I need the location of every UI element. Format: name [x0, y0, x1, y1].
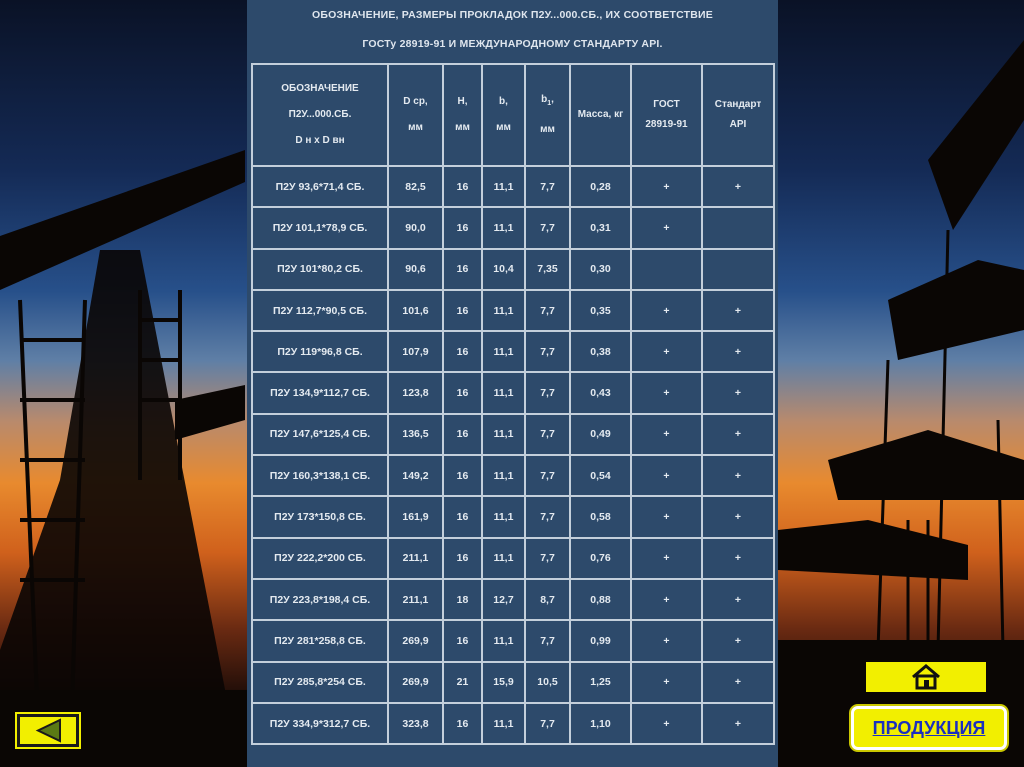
cell-api: +: [702, 290, 774, 331]
cell-b1: 7,35: [525, 249, 570, 290]
cell-h: 16: [443, 372, 482, 413]
pumpjack-silhouette-left: [0, 0, 250, 767]
cell-b1: 7,7: [525, 331, 570, 372]
header-gost: ГОСТ 28919-91: [631, 64, 702, 166]
home-button[interactable]: [866, 662, 986, 692]
table-row: [252, 579, 774, 620]
cell-h: 16: [443, 290, 482, 331]
header-api: Стандарт API: [702, 64, 774, 166]
cell-mass: 0,99: [570, 620, 631, 661]
cell-mass: 1,25: [570, 662, 631, 703]
cell-mass: 0,35: [570, 290, 631, 331]
cell-gost: +: [631, 538, 702, 579]
cell-d-avg: 123,8: [388, 372, 443, 413]
cell-api: +: [702, 620, 774, 661]
pumpjack-silhouette-right: [778, 0, 1024, 767]
cell-api: [702, 249, 774, 290]
cell-h: 21: [443, 662, 482, 703]
cell-h: 16: [443, 166, 482, 207]
header-b: b, мм: [482, 64, 525, 166]
cell-d-avg: 149,2: [388, 455, 443, 496]
cell-api: +: [702, 538, 774, 579]
house-icon: [866, 662, 986, 692]
cell-gost: +: [631, 703, 702, 744]
cell-b: 11,1: [482, 207, 525, 248]
table-row: [252, 331, 774, 372]
cell-designation: П2У 147,6*125,4 СБ.: [252, 414, 388, 455]
table-row: [252, 372, 774, 413]
cell-gost: +: [631, 579, 702, 620]
cell-gost: +: [631, 372, 702, 413]
cell-b1: 7,7: [525, 620, 570, 661]
cell-api: +: [702, 331, 774, 372]
table-row: [252, 166, 774, 207]
cell-b: 10,4: [482, 249, 525, 290]
table-row: [252, 662, 774, 703]
cell-mass: 0,54: [570, 455, 631, 496]
cell-b1: 7,7: [525, 455, 570, 496]
cell-api: +: [702, 579, 774, 620]
cell-b1: 7,7: [525, 166, 570, 207]
cell-b1: 7,7: [525, 538, 570, 579]
cell-b1: 7,7: [525, 703, 570, 744]
table-row: [252, 703, 774, 744]
cell-mass: 0,31: [570, 207, 631, 248]
cell-b: 11,1: [482, 414, 525, 455]
table-header-row: [252, 64, 774, 166]
cell-api: +: [702, 166, 774, 207]
cell-b: 11,1: [482, 290, 525, 331]
cell-b1: 7,7: [525, 414, 570, 455]
cell-api: +: [702, 414, 774, 455]
cell-d-avg: 211,1: [388, 579, 443, 620]
table-row: [252, 496, 774, 537]
cell-d-avg: 90,6: [388, 249, 443, 290]
cell-api: +: [702, 372, 774, 413]
cell-b1: 7,7: [525, 207, 570, 248]
cell-gost: +: [631, 662, 702, 703]
cell-h: 16: [443, 703, 482, 744]
cell-d-avg: 136,5: [388, 414, 443, 455]
cell-gost: +: [631, 414, 702, 455]
table-row: [252, 538, 774, 579]
cell-designation: П2У 334,9*312,7 СБ.: [252, 703, 388, 744]
cell-d-avg: 211,1: [388, 538, 443, 579]
cell-designation: П2У 285,8*254 СБ.: [252, 662, 388, 703]
cell-d-avg: 101,6: [388, 290, 443, 331]
cell-designation: П2У 101*80,2 СБ.: [252, 249, 388, 290]
cell-h: 16: [443, 414, 482, 455]
cell-designation: П2У 134,9*112,7 СБ.: [252, 372, 388, 413]
header-d-avg: D ср, мм: [388, 64, 443, 166]
cell-b1: 7,7: [525, 496, 570, 537]
cell-designation: П2У 101,1*78,9 СБ.: [252, 207, 388, 248]
cell-h: 16: [443, 620, 482, 661]
cell-b1: 10,5: [525, 662, 570, 703]
cell-b: 11,1: [482, 455, 525, 496]
cell-mass: 0,58: [570, 496, 631, 537]
cell-api: +: [702, 662, 774, 703]
cell-b: 15,9: [482, 662, 525, 703]
cell-mass: 0,28: [570, 166, 631, 207]
cell-designation: П2У 281*258,8 СБ.: [252, 620, 388, 661]
back-button[interactable]: [17, 714, 79, 747]
cell-gost: +: [631, 620, 702, 661]
header-h: H, мм: [443, 64, 482, 166]
cell-api: +: [702, 496, 774, 537]
cell-b: 11,1: [482, 372, 525, 413]
cell-h: 16: [443, 207, 482, 248]
cell-mass: 0,38: [570, 331, 631, 372]
specs-panel: [247, 0, 778, 767]
cell-api: +: [702, 455, 774, 496]
cell-b: 12,7: [482, 579, 525, 620]
cell-gost: +: [631, 455, 702, 496]
cell-api: [702, 207, 774, 248]
cell-d-avg: 323,8: [388, 703, 443, 744]
products-button[interactable]: ПРОДУКЦИЯ: [851, 706, 1007, 750]
cell-b: 11,1: [482, 496, 525, 537]
cell-mass: 0,49: [570, 414, 631, 455]
cell-d-avg: 107,9: [388, 331, 443, 372]
cell-h: 16: [443, 331, 482, 372]
cell-mass: 0,43: [570, 372, 631, 413]
cell-designation: П2У 223,8*198,4 СБ.: [252, 579, 388, 620]
cell-h: 16: [443, 496, 482, 537]
table-row: [252, 249, 774, 290]
cell-d-avg: 269,9: [388, 620, 443, 661]
cell-mass: 0,88: [570, 579, 631, 620]
cell-gost: +: [631, 166, 702, 207]
page-title: ОБОЗНАЧЕНИЕ, РАЗМЕРЫ ПРОКЛАДОК П2У...000.СБ., ИХ СООТВЕТСТВИЕ: [312, 9, 713, 21]
cell-api: +: [702, 703, 774, 744]
cell-mass: 1,10: [570, 703, 631, 744]
table-row: [252, 290, 774, 331]
cell-designation: П2У 93,6*71,4 СБ.: [252, 166, 388, 207]
cell-designation: П2У 222,2*200 СБ.: [252, 538, 388, 579]
cell-d-avg: 82,5: [388, 166, 443, 207]
cell-gost: +: [631, 207, 702, 248]
cell-designation: П2У 119*96,8 СБ.: [252, 331, 388, 372]
cell-designation: П2У 112,7*90,5 СБ.: [252, 290, 388, 331]
cell-gost: [631, 249, 702, 290]
cell-gost: +: [631, 496, 702, 537]
cell-d-avg: 269,9: [388, 662, 443, 703]
table-row: [252, 207, 774, 248]
cell-mass: 0,30: [570, 249, 631, 290]
cell-b: 11,1: [482, 538, 525, 579]
gasket-specs-table: [251, 63, 775, 745]
cell-b: 11,1: [482, 703, 525, 744]
cell-h: 16: [443, 249, 482, 290]
triangle-left-icon: [20, 717, 76, 744]
table-row: [252, 620, 774, 661]
cell-h: 18: [443, 579, 482, 620]
header-designation: ОБОЗНАЧЕНИЕ П2У...000.СБ. D н x D вн: [252, 64, 388, 166]
table-row: [252, 455, 774, 496]
header-b1: $b_1$, мм: [525, 64, 570, 166]
cell-d-avg: 90,0: [388, 207, 443, 248]
cell-b: 11,1: [482, 166, 525, 207]
cell-h: 16: [443, 455, 482, 496]
cell-d-avg: 161,9: [388, 496, 443, 537]
cell-designation: П2У 173*150,8 СБ.: [252, 496, 388, 537]
cell-h: 16: [443, 538, 482, 579]
table-row: [252, 414, 774, 455]
cell-mass: 0,76: [570, 538, 631, 579]
page-subtitle: ГОСТу 28919-91 И МЕЖДУНАРОДНОМУ СТАНДАРТУ API.: [362, 38, 663, 50]
cell-b1: 8,7: [525, 579, 570, 620]
header-mass: Масса, кг: [570, 64, 631, 166]
cell-designation: П2У 160,3*138,1 СБ.: [252, 455, 388, 496]
cell-b1: 7,7: [525, 290, 570, 331]
cell-b: 11,1: [482, 620, 525, 661]
cell-b1: 7,7: [525, 372, 570, 413]
cell-b: 11,1: [482, 331, 525, 372]
cell-gost: +: [631, 331, 702, 372]
cell-gost: +: [631, 290, 702, 331]
